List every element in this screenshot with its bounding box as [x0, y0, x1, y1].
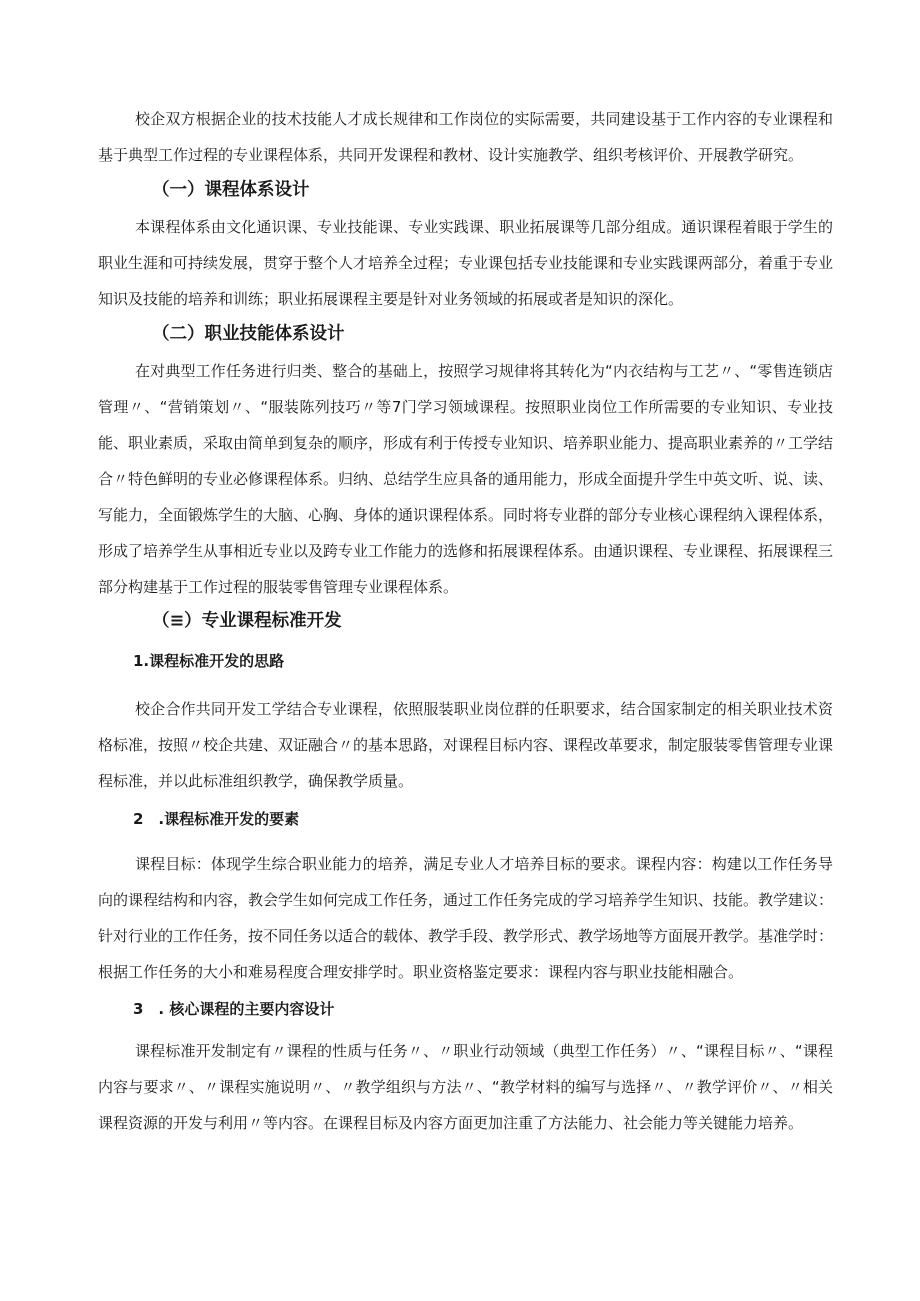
standard-approach-paragraph: 校企合作共同开发工学结合专业课程，依照服装职业岗位群的任职要求，结合国家制定的相关职业技术资格标准，按照〃校企共建、双证融合〃的基本思路，对课程目标内容、课程改革要求，制定服装零售管理专业课程标准，并以此标准组织教学，确保教学质量。: [98, 700, 834, 790]
section-heading-vocational-skills: （二）职业技能体系设计: [152, 324, 345, 344]
standard-elements-paragraph: 课程目标：体现学生综合职业能力的培养，满足专业人才培养目标的要求。课程内容：构建以工作任务导向的课程结构和内容，教会学生如何完成工作任务，通过工作任务完成的学习培养学生知识、技能。教学建议：针对行业的工作任务，按不同任务以适合的载体、教学手段、教学形式、教学场地等方面展开教学。基准学时：根据工作任务的大小和难易程度合理安排学时。职业资格鉴定要求：课程内容与职业技能相融合。: [98, 855, 834, 981]
subheading-standard-approach: 1.课程标准开发的思路: [133, 652, 285, 670]
course-system-paragraph: 本课程体系由文化通识课、专业技能课、专业实践课、职业拓展课等几部分组成。通识课程着眼于学生的职业生涯和可持续发展，贯穿于整个人才培养全过程；专业课包括专业技能课和专业实践课两部分，着重于专业知识及技能的培养和训练；职业拓展课程主要是针对业务领域的拓展或者是知识的深化。: [98, 218, 834, 308]
intro-paragraph: 校企双方根据企业的技术技能人才成长规律和工作岗位的实际需要，共同建设基于工作内容的专业课程和基于典型工作过程的专业课程体系，共同开发课程和教材、设计实施教学、组织考核评价、开展教学研究。: [98, 110, 833, 164]
section-heading-course-standards: （≡）专业课程标准开发: [152, 611, 342, 631]
subheading-standard-elements: 2 .课程标准开发的要素: [133, 810, 300, 828]
subheading-core-course-design: 3 . 核心课程的主要内容设计: [133, 1000, 335, 1018]
section-heading-course-system: （一）课程体系设计: [152, 180, 310, 200]
core-course-design-paragraph: 课程标准开发制定有〃课程的性质与任务〃、〃职业行动领域（典型工作任务）〃、“课程目标〃、“课程内容与要求〃、〃课程实施说明〃、〃教学组织与方法〃、“教学材料的编写与选择〃、〃教学评价〃、〃相关课程资源的开发与利用〃等内容。在课程目标及内容方面更加注重了方法能力、社会能力等关键能力培养。: [98, 1042, 833, 1132]
vocational-skills-paragraph: 在对典型工作任务进行归类、整合的基础上，按照学习规律将其转化为“内衣结构与工艺〃、“零售连锁店管理〃、“营销策划〃、“服装陈列技巧〃等7门学习领域课程。按照职业岗位工作所需要的专业知识、专业技能、职业素质，采取由简单到复杂的顺序，形成有利于传授专业知识、培养职业能力、提高职业素养的〃工学结合〃特色鲜明的专业必修课程体系。归纳、总结学生应具备的通用能力，形成全面提升学生中英文听、说、读、写能力，全面锻炼学生的大脑、心胸、身体的通识课程体系。同时将专业群的部分专业核心课程纳入课程体系，形成了培养学生从事相近专业以及跨专业工作能力的选修和拓展课程体系。由通识课程、专业课程、拓展课程三部分构建基于工作过程的服装零售管理专业课程体系。: [98, 362, 834, 596]
